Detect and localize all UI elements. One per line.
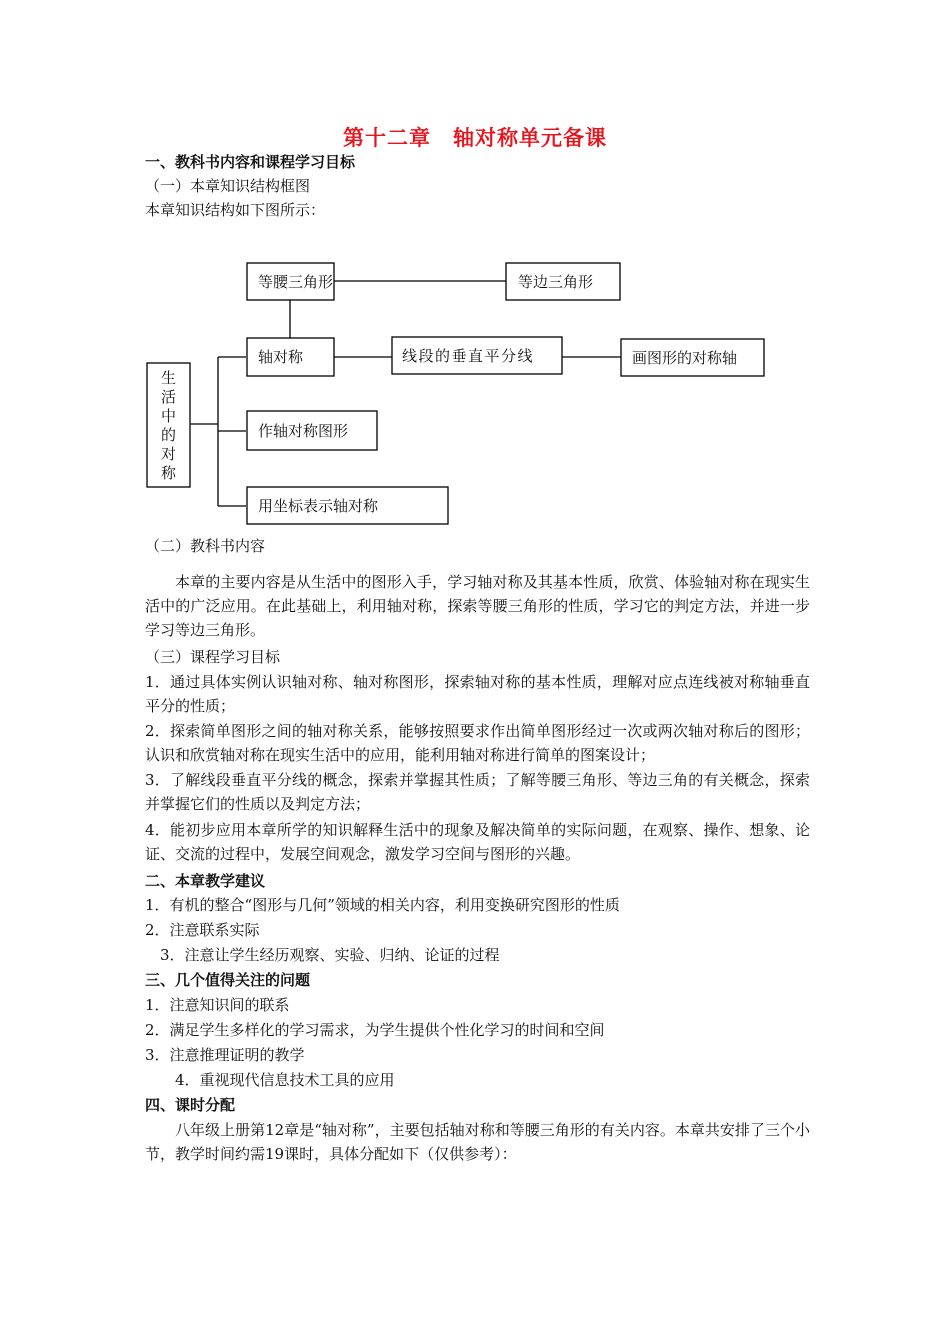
root-char-4: 的	[160, 426, 177, 444]
diagram-intro: 本章知识结构如下图所示：	[145, 201, 326, 219]
label-isosceles-triangle: 等腰三角形	[258, 273, 334, 291]
root-char-1: 生	[160, 369, 177, 387]
lesson-allocation-paragraph: 八年级上册第12章是“轴对称”，主要包括轴对称和等腰三角形的有关内容。本章共安排了三个小节，教学时间约需19课时，具体分配如下（仅供参考）：	[145, 1121, 810, 1163]
concern-item-1: 1．注意知识间的联系	[145, 996, 290, 1014]
root-char-6: 称	[160, 464, 177, 482]
suggestion-item-2: 2．注意联系实际	[145, 921, 260, 939]
concern-item-4: 4．重视现代信息技术工具的应用	[175, 1071, 395, 1089]
goal-item-4: 4．能初步应用本章所学的知识解释生活中的现象及解决简单的实际问题，在观察、操作、想象、论证、交流的过程中，发展空间观念，激发学习空间与图形的兴趣。	[145, 821, 810, 863]
goal-item-1: 1．通过具体实例认识轴对称、轴对称图形，探索轴对称的基本性质，理解对应点连线被对称轴垂直平分的性质；	[145, 673, 810, 715]
label-axis-symmetry: 轴对称	[258, 348, 304, 366]
subheading-goals: （三）课程学习目标	[145, 648, 281, 666]
label-equilateral-triangle: 等边三角形	[518, 273, 594, 291]
subheading-structure: （一）本章知识结构框图	[145, 177, 311, 195]
goal-item-3: 3．了解线段垂直平分线的概念，探索并掌握其性质；了解等腰三角形、等边三角的有关概念，探索并掌握它们的性质以及判定方法；	[145, 771, 810, 813]
concern-item-3: 3．注意推理证明的教学	[145, 1046, 305, 1064]
chapter-title: 第十二章 轴对称单元备课	[343, 126, 607, 150]
section3-heading: 三、几个值得关注的问题	[145, 971, 311, 989]
goal-item-2: 2．探索简单图形之间的轴对称关系，能够按照要求作出简单图形经过一次或两次轴对称后的图形；认识和欣赏轴对称在现实生活中的应用，能利用轴对称进行简单的图案设计；	[145, 722, 810, 764]
suggestion-item-1: 1．有机的整合“图形与几何”领域的相关内容，利用变换研究图形的性质	[145, 896, 620, 914]
subheading-textbook-content: （二）教科书内容	[145, 537, 266, 555]
root-char-2: 活	[160, 388, 177, 406]
root-char-3: 中	[160, 407, 177, 425]
content-paragraph: 本章的主要内容是从生活中的图形入手，学习轴对称及其基本性质，欣赏、体验轴对称在现实生活中的广泛应用。在此基础上，利用轴对称，探索等腰三角形的性质，学习它的判定方法，并进一步学习等边三角形。	[145, 573, 810, 639]
label-make-symmetric-figure: 作轴对称图形	[258, 422, 349, 440]
section1-heading: 一、教科书内容和课程学习目标	[145, 153, 356, 171]
concern-item-2: 2．满足学生多样化的学习需求，为学生提供个性化学习的时间和空间	[145, 1021, 605, 1039]
label-coordinate-symmetry: 用坐标表示轴对称	[258, 497, 379, 515]
root-char-5: 对	[160, 445, 177, 463]
suggestion-item-3: 3．注意让学生经历观察、实验、归纳、论证的过程	[160, 946, 500, 964]
label-draw-symmetry-axis: 画图形的对称轴	[632, 349, 738, 367]
section4-heading: 四、课时分配	[145, 1096, 236, 1114]
label-perpendicular-bisector: 线段的垂直平分线	[402, 347, 535, 365]
section2-heading: 二、本章教学建议	[145, 872, 266, 890]
